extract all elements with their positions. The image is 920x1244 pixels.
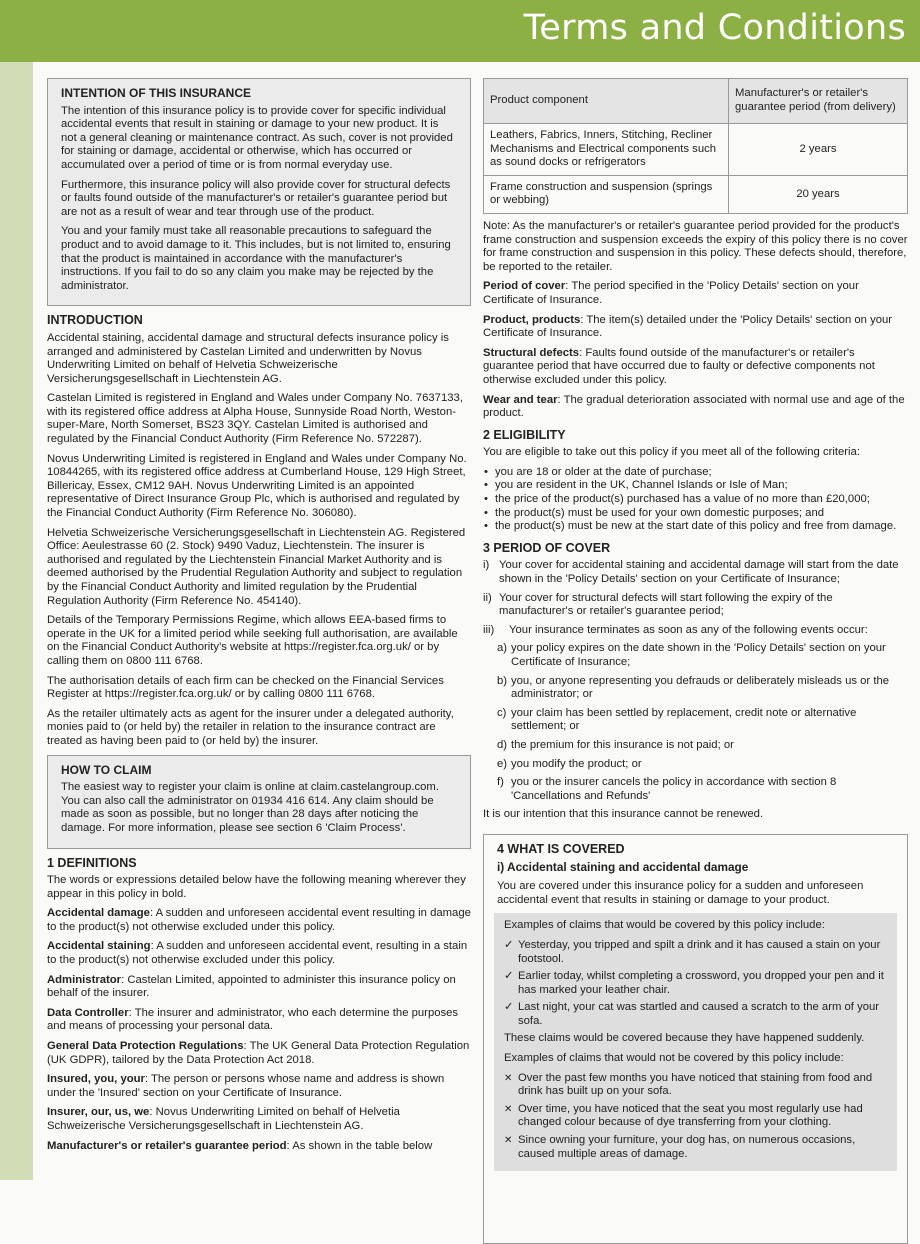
covered-heading: 4 WHAT IS COVERED (497, 841, 625, 856)
table-header-period: Manufacturer's or retailer's guarantee period (from delivery) (729, 79, 908, 124)
left-margin-strip (0, 62, 33, 1180)
period-item-a: a) your policy expires on the date shown in the 'Policy Details' section on your Certificate of Insurance; (497, 642, 886, 668)
period-item-ii: ii) Your cover for structural defects will start following the expiry of the manufacturer's or retailer's guarantee period; (483, 591, 833, 618)
introduction-heading: INTRODUCTION (47, 313, 143, 328)
list-item: • the product(s) must be used for your own domestic purposes; and (495, 507, 908, 521)
left-column (47, 78, 471, 1159)
cross-icon: ✕ (504, 1135, 513, 1147)
page-header (0, 0, 920, 62)
def-period-of-cover: Period of cover: The period specified in the 'Policy Details' section on your Certificate of Insurance. (483, 280, 859, 306)
def-accidental-damage: Accidental damage: A sudden and unforeseen accidental event resulting in damage to the product(s) not otherwise excluded under this policy. (47, 907, 471, 933)
introduction-p3: Novus Underwriting Limited is registered in England and Wales under Company No. 10844265, with its registered office address at Cumberland House, 129 High Street, Billericay, Essex, CM12 9AH. Novus Underwriting Limited is an appointed representative of Direct Insurance Group Plc, which is authorised and regulated by the Financial Conduct Authority (Firm Reference No. 306080). (47, 452, 467, 520)
def-administrator: Administrator: Castelan Limited, appointed to administer this insurance policy on behalf of the insurer. (47, 973, 456, 1000)
period-item-f: f) you or the insurer cancels the policy in accordance with section 8 'Cancellations and Refunds' (497, 776, 837, 802)
introduction-p6: The authorisation details of each firm can be checked on the Financial Services Register at https://register.fca.org.uk/ or by calling 0800 111 6768. (47, 674, 444, 701)
period-item-i: i) Your cover for accidental staining and accidental damage will start from the date shown in the 'Policy Details' section on your Certificate of Insurance; (483, 559, 899, 586)
table-cell-period: 2 years (729, 124, 908, 176)
eligibility-intro: You are eligible to take out this policy if you meet all of the following criteria: (483, 446, 860, 459)
would-intro: Examples of claims that would be covered by this policy include: (504, 919, 825, 932)
introduction-p4: Helvetia Schweizerische Versicherungsgesellschaft in Liechtenstein AG. Registered Office: Aeulestrasse 60 (2. Stock) 9490 Vaduz, Liechtenstein. The insurer is authorised and regulated by the Liechtenstein Financial Market Authority and is deemed authorised by the Prudential Regulation Authority and subject to regulation by the Financial Conduct Authority and limited regulation by the Prudential Regulation Authority (Firm Reference No. 454140). (47, 526, 466, 607)
how-to-claim-box (47, 755, 471, 849)
eligibility-heading: 2 ELIGIBILITY (483, 427, 566, 442)
def-gdpr: General Data Protection Regulations: The UK General Data Protection Regulation (UK GDPR), tailored by the Data Protection Act 2018. (47, 1040, 470, 1066)
definitions-heading: 1 DEFINITIONS (47, 855, 137, 870)
period-item-e: e) you modify the product; or (497, 757, 642, 770)
cross-icon: ✕ (504, 1103, 513, 1115)
how-to-claim-heading: HOW TO CLAIM (61, 762, 152, 777)
intention-p2: Furthermore, this insurance policy will also provide cover for structural defects or faults found outside of the manufacturer's or retailer's guarantee period but are not as a result of wear and tear through use of the product. (61, 178, 451, 218)
def-accidental-staining: Accidental staining: A sudden and unforeseen accidental event, resulting in a stain to the product(s) not otherwise excluded under this policy. (47, 940, 468, 967)
eligibility-list (483, 466, 908, 534)
intention-box (47, 78, 471, 306)
table-header-component: Product component (484, 79, 729, 124)
period-item-b: b) you, or anyone representing you defrauds or deliberately misleads us or the administrator; or (497, 674, 890, 701)
introduction-p5: Details of the Temporary Permissions Regime, which allows EEA-based firms to operate in the UK for a limited period while seeking full authorisation, are available on the Financial Conduct Authority's website at https://register.fca.org.uk/ or by calling them on 0800 111 6768. (47, 614, 458, 667)
introduction-p1: Accidental staining, accidental damage and structural defects insurance policy is arranged and administered by Castelan Limited and underwritten by Novus Underwriting Limited on behalf of Helvetia Schweizerische Versicherungsgesellschaft in Liechtenstein AG. (47, 331, 449, 385)
intention-p3: You and your family must take all reasonable precautions to safeguard the product and to avoid damage to it. This includes, but is not limited to, ensuring that the product is maintained in accordance with the manufacturer's instructions. If you fail to do so any claim you make may be rejected by the administrator. (61, 225, 451, 292)
examples-panel (494, 913, 897, 1171)
def-insured: Insured, you, your: The person or persons whose name and address is shown under the 'Insured' section on your Certificate of Insurance. (47, 1073, 445, 1099)
def-data-controller: Data Controller: The insurer and administrator, who each determine the purposes and means of processing your personal data. (47, 1006, 459, 1033)
example-covered: ✓ Last night, your cat was startled and caused a scratch to the arm of your sofa. (504, 1001, 880, 1027)
list-item: • you are resident in the UK, Channel Islands or Isle of Man; (495, 479, 908, 493)
intention-p1: The intention of this insurance policy is to provide cover for specific individual accidental events that result in staining or damage to your new product. It is not a general cleaning or maintenance contract. As such, cover is not provided for staining or damage, accidental or otherwise, which has occurred or accumulated over a period of time or is from normal everyday use. (61, 104, 453, 171)
example-not-covered: ✕ Since owning your furniture, your dog has, on numerous occasions, caused multiple areas of damage. (504, 1134, 856, 1160)
guarantee-table (483, 78, 908, 214)
list-item: • the price of the product(s) purchased has a value of no more than £20,000; (495, 493, 908, 507)
cross-icon: ✕ (504, 1072, 513, 1084)
check-icon: ✓ (504, 970, 514, 983)
table-cell-period: 20 years (729, 175, 908, 213)
intention-heading: INTENTION OF THIS INSURANCE (61, 86, 252, 100)
introduction-p7: As the retailer ultimately acts as agent for the insurer under a delegated authority, monies paid to (or held by) the retailer in relation to the insurance contract are treated as having been paid to (or held by) the insurer. (47, 707, 454, 747)
guarantee-note: Note: As the manufacturer's or retailer's guarantee period provided for the product's frame construction and suspension exceeds the expiry of this policy there is no cover for frame construction and suspension in this policy. These defects should, therefore, be reported to the retailer. (483, 219, 908, 273)
definitions-intro: The words or expressions detailed below have the following meaning wherever they appear in this policy in bold. (47, 874, 466, 900)
period-closing: It is our intention that this insurance cannot be renewed. (483, 808, 764, 821)
period-item-c: c) your claim has been settled by replacement, credit note or alternative settlement; or (497, 706, 857, 733)
right-column (483, 78, 908, 1244)
list-item: • you are 18 or older at the date of purchase; (495, 466, 908, 480)
period-item-iii: iii) Your insurance terminates as soon as any of the following events occur: (483, 623, 868, 636)
example-covered: ✓ Earlier today, whilst completing a crossword, you dropped your pen and it has marked your leather chair. (504, 970, 884, 996)
period-item-d: d) the premium for this insurance is not paid; or (497, 738, 734, 751)
def-wear-and-tear: Wear and tear: The gradual deterioration associated with normal use and age of the product. (483, 393, 905, 420)
table-header-row (484, 79, 908, 124)
example-not-covered: ✕ Over the past few months you have noticed that staining from food and drink has built up on your sofa. (504, 1071, 873, 1098)
def-structural-defects: Structural defects: Faults found outside of the manufacturer's or retailer's guarantee period that have occurred due to faulty or defective components not otherwise excluded under this policy. (483, 346, 875, 386)
page-title: Terms and Conditions (523, 8, 906, 48)
example-covered: ✓ Yesterday, you tripped and spilt a drink and it has caused a stain on your footstool. (504, 938, 881, 965)
check-icon: ✓ (504, 938, 514, 951)
covered-intro: You are covered under this insurance policy for a sudden and unforeseen accidental event that results in staining or damage to your product. (497, 880, 864, 906)
covered-subheading: i) Accidental staining and accidental damage (497, 859, 749, 874)
table-cell-component: Leathers, Fabrics, Inners, Stitching, Recliner Mechanisms and Electrical components such as sound docks or refrigerators (484, 124, 729, 176)
what-is-covered-box (483, 834, 908, 1244)
period-heading: 3 PERIOD OF COVER (483, 540, 611, 555)
table-row (484, 175, 908, 213)
example-not-covered: ✕ Over time, you have noticed that the seat you most regularly use had changed colour because of dye transferring from your clothing. (504, 1102, 863, 1129)
def-products: Product, products: The item(s) detailed under the 'Policy Details' section on your Certificate of Insurance. (483, 313, 893, 340)
would-reason: These claims would be covered because they have happened suddenly. (504, 1032, 865, 1045)
def-guarantee-period: Manufacturer's or retailer's guarantee period: As shown in the table below (47, 1139, 433, 1152)
def-insurer: Insurer, our, us, we: Novus Underwriting Limited on behalf of Helvetia Schweizerische Versicherungsgesellschaft in Liechtenstein AG. (47, 1106, 400, 1132)
list-item: • the product(s) must be new at the start date of this policy and free from damage. (495, 520, 908, 534)
how-to-claim-text: The easiest way to register your claim is online at claim.castelangroup.com. You can also call the administrator on 01934 416 614. Any claim should be made as soon as possible, but no longer than 28 days after noticing the damage. For more information, please see section 6 'Claim Process'. (61, 781, 439, 834)
table-cell-component: Frame construction and suspension (springs or webbing) (484, 175, 729, 213)
table-row (484, 124, 908, 176)
check-icon: ✓ (504, 1001, 514, 1014)
introduction-p2: Castelan Limited is registered in England and Wales under Company No. 7637133, with its registered office address at Alpha House, Sunnyside Road North, Weston-super-Mare, North Somerset, BS23 3QY. Castelan Limited is authorised and regulated by the Financial Conduct Authority (Firm Reference No. 572287). (47, 392, 463, 446)
wouldnot-intro: Examples of claims that would not be covered by this policy include: (504, 1052, 844, 1065)
